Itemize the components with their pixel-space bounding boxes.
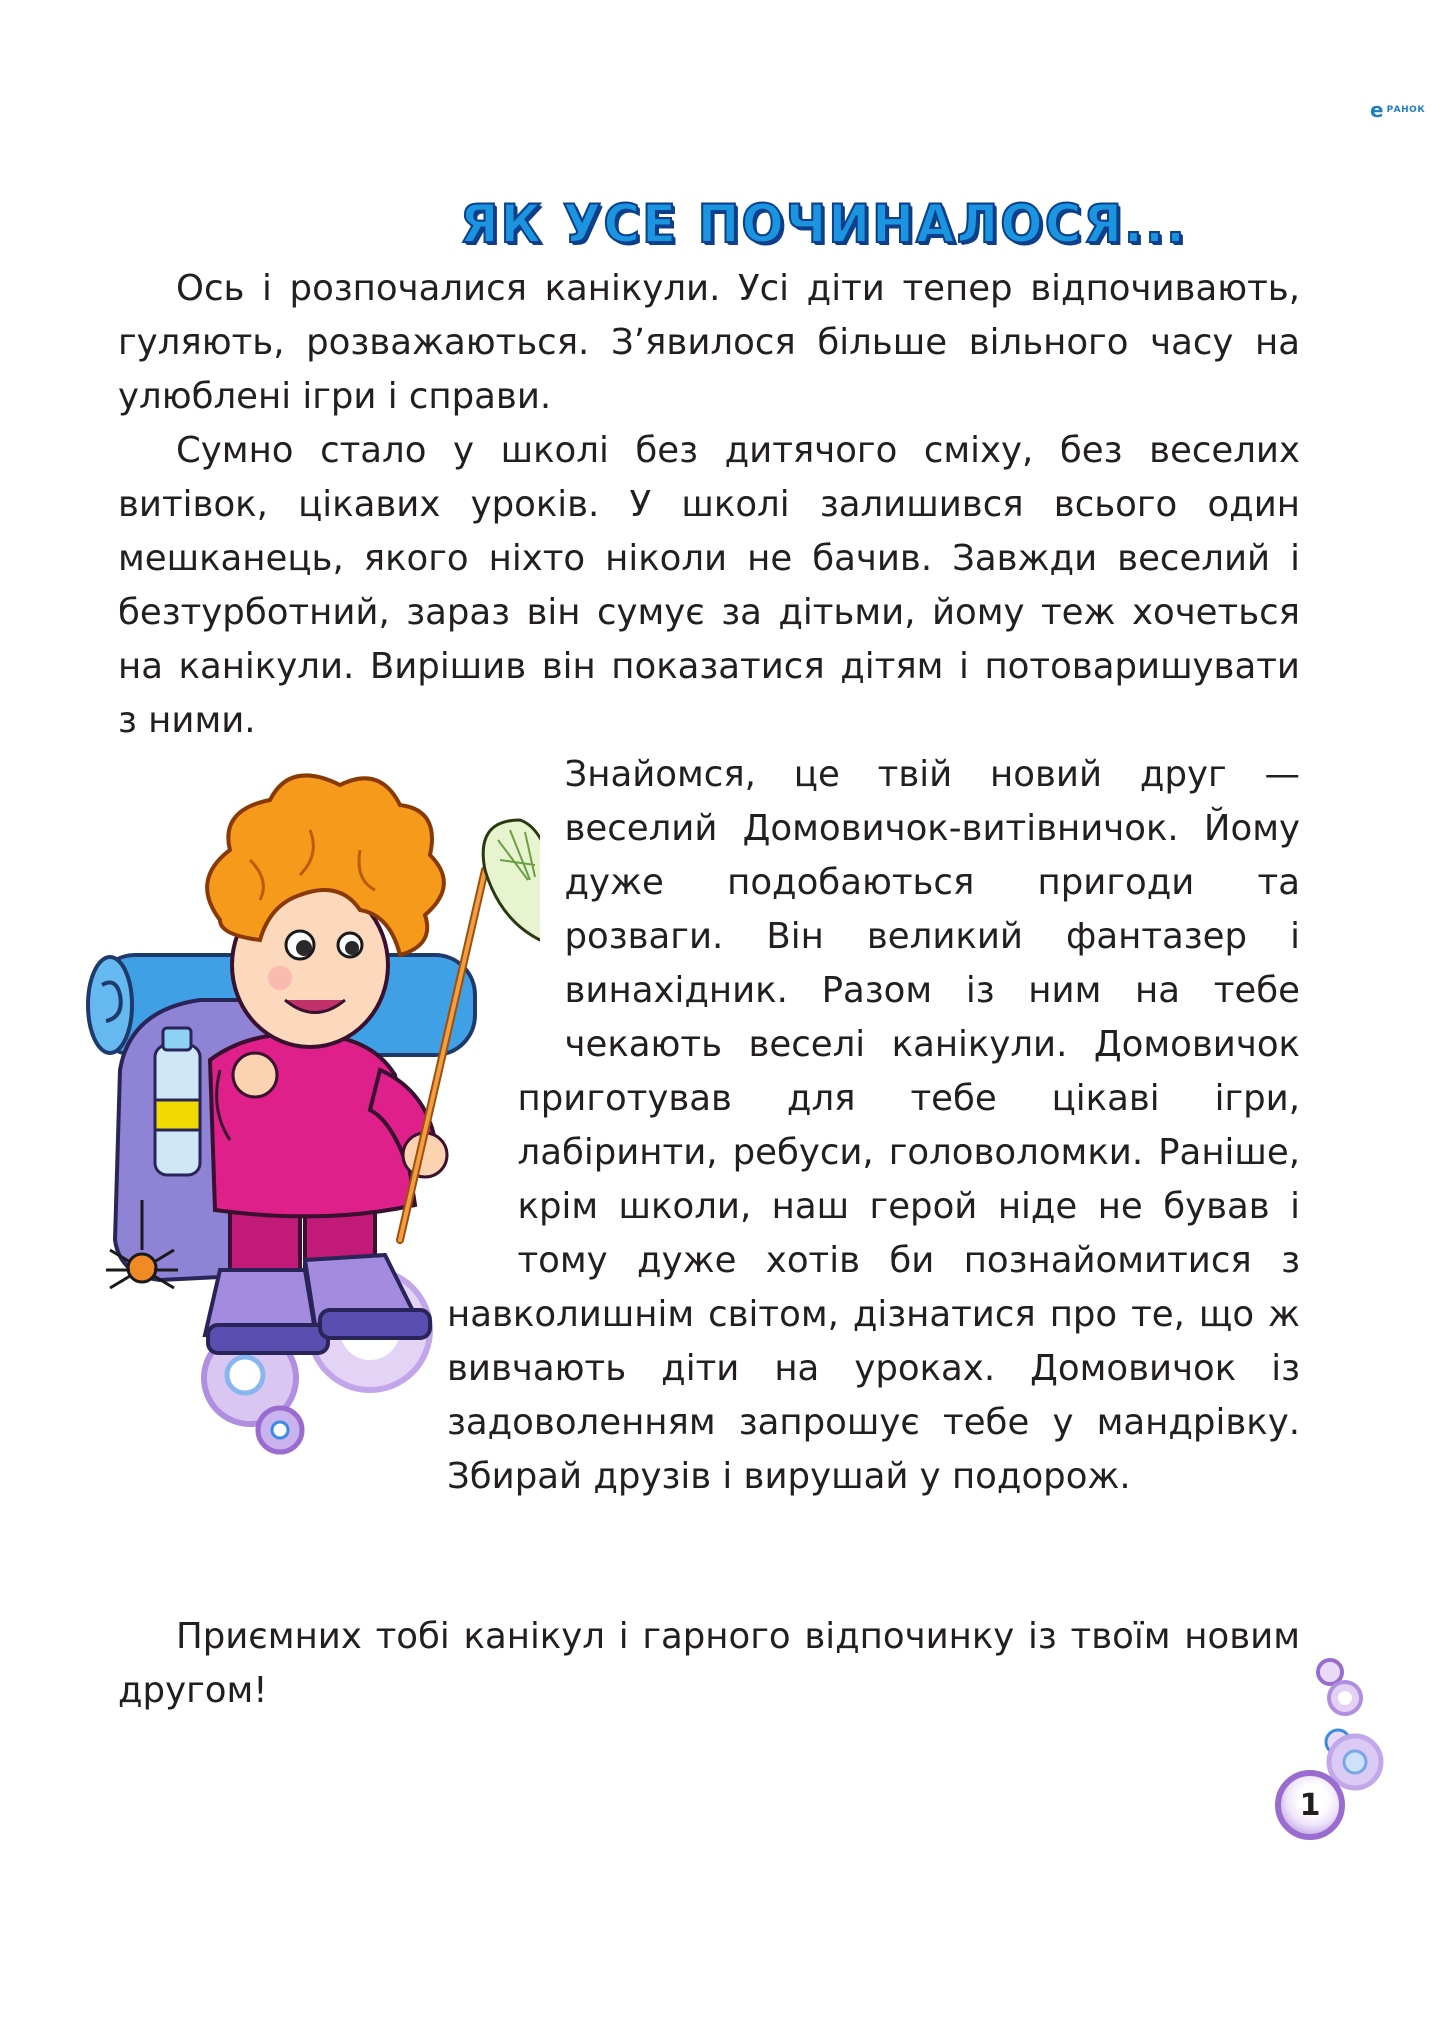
paragraph-school-text: Сумно стало у школі без дитячого сміху, без веселих витівок, цікавих уроків. У школі залишився всього один мешканець, якого ніхто ніколи не бачив. Завжди веселий і безтурботний, зараз він сумує за дітьми, йому теж хочеться на канікули. Вирішив він показатися дітям і потоваришувати з ними. [118, 430, 1300, 741]
left-hand-icon [233, 1053, 277, 1097]
publisher-logo [1370, 100, 1433, 120]
paragraph-school [118, 424, 1300, 748]
paragraph-friend-text: Знайомся, це твій новий друг — веселий Домовичок-витівничок. Йому дуже подобаються пригоди та розваги. Він великий фантазер і винахідник. Разом із ним на тебе чекають веселі канікули. Домовичок приготував для тебе цікаві ігри, лабіринти, ребуси, головоломки. Раніше, крім школи, наш герой ніде не бував і тому дуже хотів би познайомитися з навколишнім світом, дізнатися про те, що ж вивчають діти на уроках. Домовичок із задоволенням запрошує тебе у мандрівку. Збирай друзів і вирушай у подорож. [447, 754, 1300, 1497]
character-illustration [80, 770, 540, 1470]
paragraph-intro-text: Ось і розпочалися канікули. Усі діти тепер відпочивають, гуляють, розважаються. З’явилося більше вільного часу на улюблені ігри і справи. [118, 268, 1300, 417]
page-number-badge [1275, 1770, 1345, 1840]
page-title: ЯК УСЕ ПОЧИНАЛОСЯ... [460, 193, 1187, 255]
publisher-logo-text: РАНОК [1386, 105, 1426, 115]
publisher-logo-mark: e [1370, 100, 1384, 120]
paragraph-closing-text: Приємних тобі канікул і гарного відпочинку із твоїм новим другом! [118, 1616, 1300, 1711]
paragraph-intro [118, 262, 1300, 424]
page-number: 1 [1299, 1787, 1321, 1823]
paragraph-closing [118, 1610, 1300, 1718]
legs-icon [205, 1200, 430, 1353]
